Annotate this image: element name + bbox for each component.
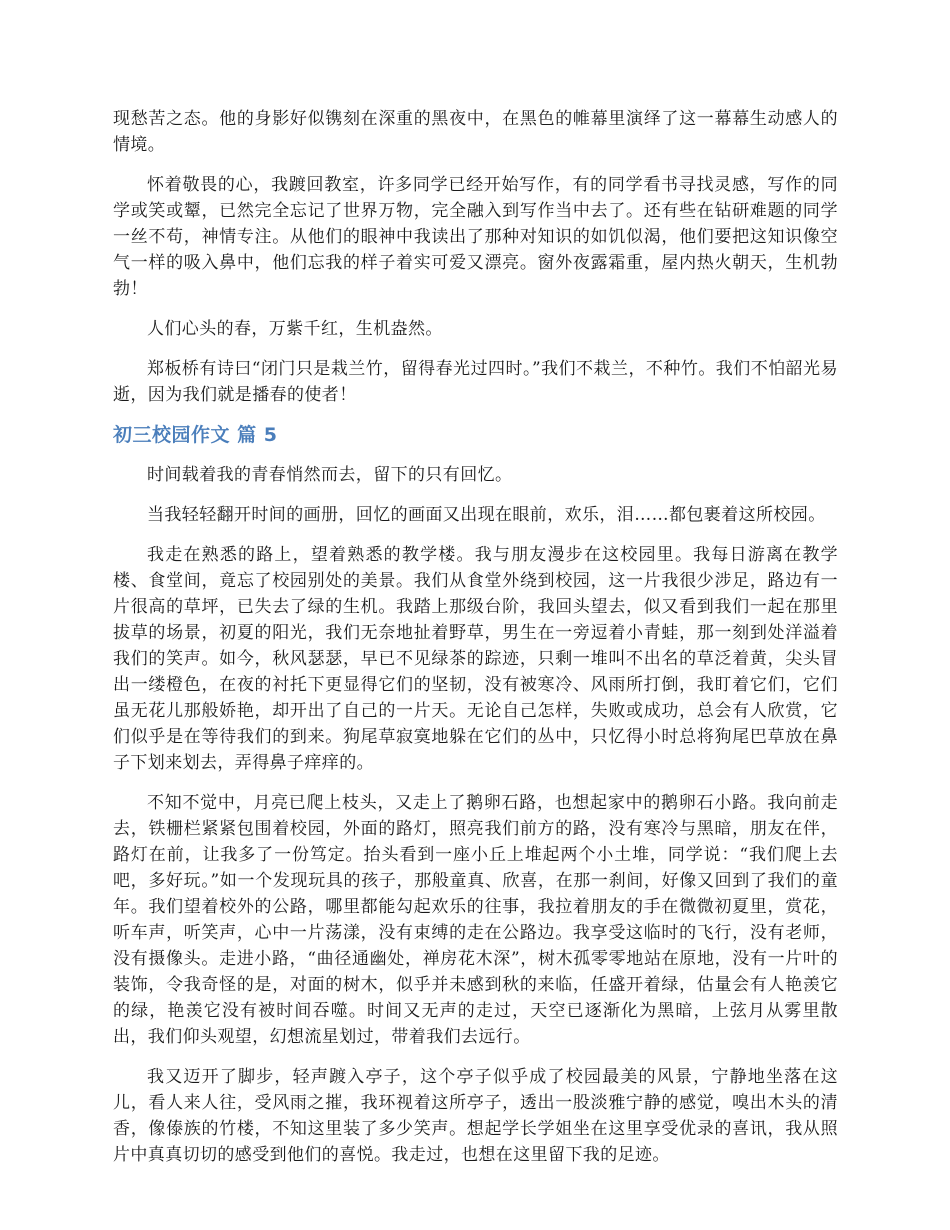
- paragraph: 郑板桥有诗曰“闭门只是栽兰竹，留得春光过四时。”我们不栽兰，不种竹。我们不怕韶光易逝，因为我们就是播春的使者！: [113, 359, 838, 405]
- paragraph: 怀着敬畏的心，我踱回教室，许多同学已经开始写作，有的同学看书寻找灵感，写作的同学或笑或颦，已然完全忘记了世界万物，完全融入到写作当中去了。还有些在钻研难题的同学一丝不苟，神情专注。从他们的眼神中我读出了那种对知识的如饥似渴，他们要把这知识像空气一样的吸入鼻中，他们忘我的样子着实可爱又漂亮。窗外夜露霜重，屋内热火朝天，生机勃勃！: [113, 175, 838, 299]
- section-heading: 初三校园作文 篇 5: [113, 424, 278, 446]
- paragraph: 当我轻轻翻开时间的画册，回忆的画面又出现在眼前，欢乐，泪……都包裹着这所校园。: [147, 505, 826, 525]
- document-page: [113, 106, 838, 1182]
- paragraph: 时间载着我的青春悄然而去，留下的只有回忆。: [147, 465, 513, 485]
- paragraph: 现愁苦之态。他的身影好似镌刻在深重的黑夜中，在黑色的帷幕里演绎了这一幕幕生动感人的情境。: [113, 109, 838, 155]
- paragraph: 我又迈开了脚步，轻声踱入亭子，这个亭子似乎成了校园最美的风景，宁静地坐落在这儿，看人来人往，受风雨之摧，我环视着这所亭子，透出一股淡雅宁静的感觉，嗅出木头的清香，像傣族的竹楼，不知这里装了多少笑声。想起学长学姐坐在这里享受优录的喜讯，我从照片中真真切切的感受到他们的喜悦。我走过，也想在这里留下我的足迹。: [113, 1067, 838, 1165]
- paragraph: 我走在熟悉的路上，望着熟悉的教学楼。我与朋友漫步在这校园里。我每日游离在教学楼、食堂间，竟忘了校园别处的美景。我们从食堂外绕到校园，这一片我很少涉足，路边有一片很高的草坪，已失去了绿的生机。我踏上那级台阶，我回头望去，似又看到我们一起在那里拔草的场景，初夏的阳光，我们无奈地扯着野草，男生在一旁逗着小青蛙，那一刻到处洋溢着我们的笑声。如今，秋风瑟瑟，早已不见绿茶的踪迹，只剩一堆叫不出名的草泛着黄，尖头冒出一缕橙色，在夜的衬托下更显得它们的坚韧，没有被寒冷、风雨所打倒，我盯着它们，它们虽无花儿那般娇艳，却开出了自己的一片天。无论自己怎样，失败或成功，总会有人欣赏，它们似乎是在等待我们的到来。狗尾草寂寞地躲在它们的丛中，只忆得小时总将狗尾巴草放在鼻子下划来划去，弄得鼻子痒痒的。: [113, 545, 838, 773]
- paragraph: 人们心头的春，万紫千红，生机盎然。: [147, 319, 443, 339]
- paragraph: 不知不觉中，月亮已爬上枝头，又走上了鹅卵石路，也想起家中的鹅卵石小路。我向前走去，铁栅栏紧紧包围着校园，外面的路灯，照亮我们前方的路，没有寒冷与黑暗，朋友在伴，路灯在前，让我多了一份笃定。抬头看到一座小丘上堆起两个小土堆，同学说：“我们爬上去吧，多好玩。”如一个发现玩具的孩子，那般童真、欣喜，在那一刹间，好像又回到了我们的童年。我们望着校外的公路，哪里都能勾起欢乐的往事，我拉着朋友的手在微微初夏里，赏花，听车声，听笑声，心中一片荡漾，没有束缚的走在公路边。我享受这临时的飞行，没有老师，没有摄像头。走进小路，“曲径通幽处，禅房花木深”，树木孤零零地站在原地，没有一片叶的装饰，令我奇怪的是，对面的树木，似乎并未感到秋的来临，任盛开着绿，估量会有人艳羡它的绿，艳羡它没有被时间吞噬。时间又无声的走过，天空已逐渐化为黑暗，上弦月从雾里散出，我们仰头观望，幻想流星划过，带着我们去远行。: [113, 793, 838, 1047]
